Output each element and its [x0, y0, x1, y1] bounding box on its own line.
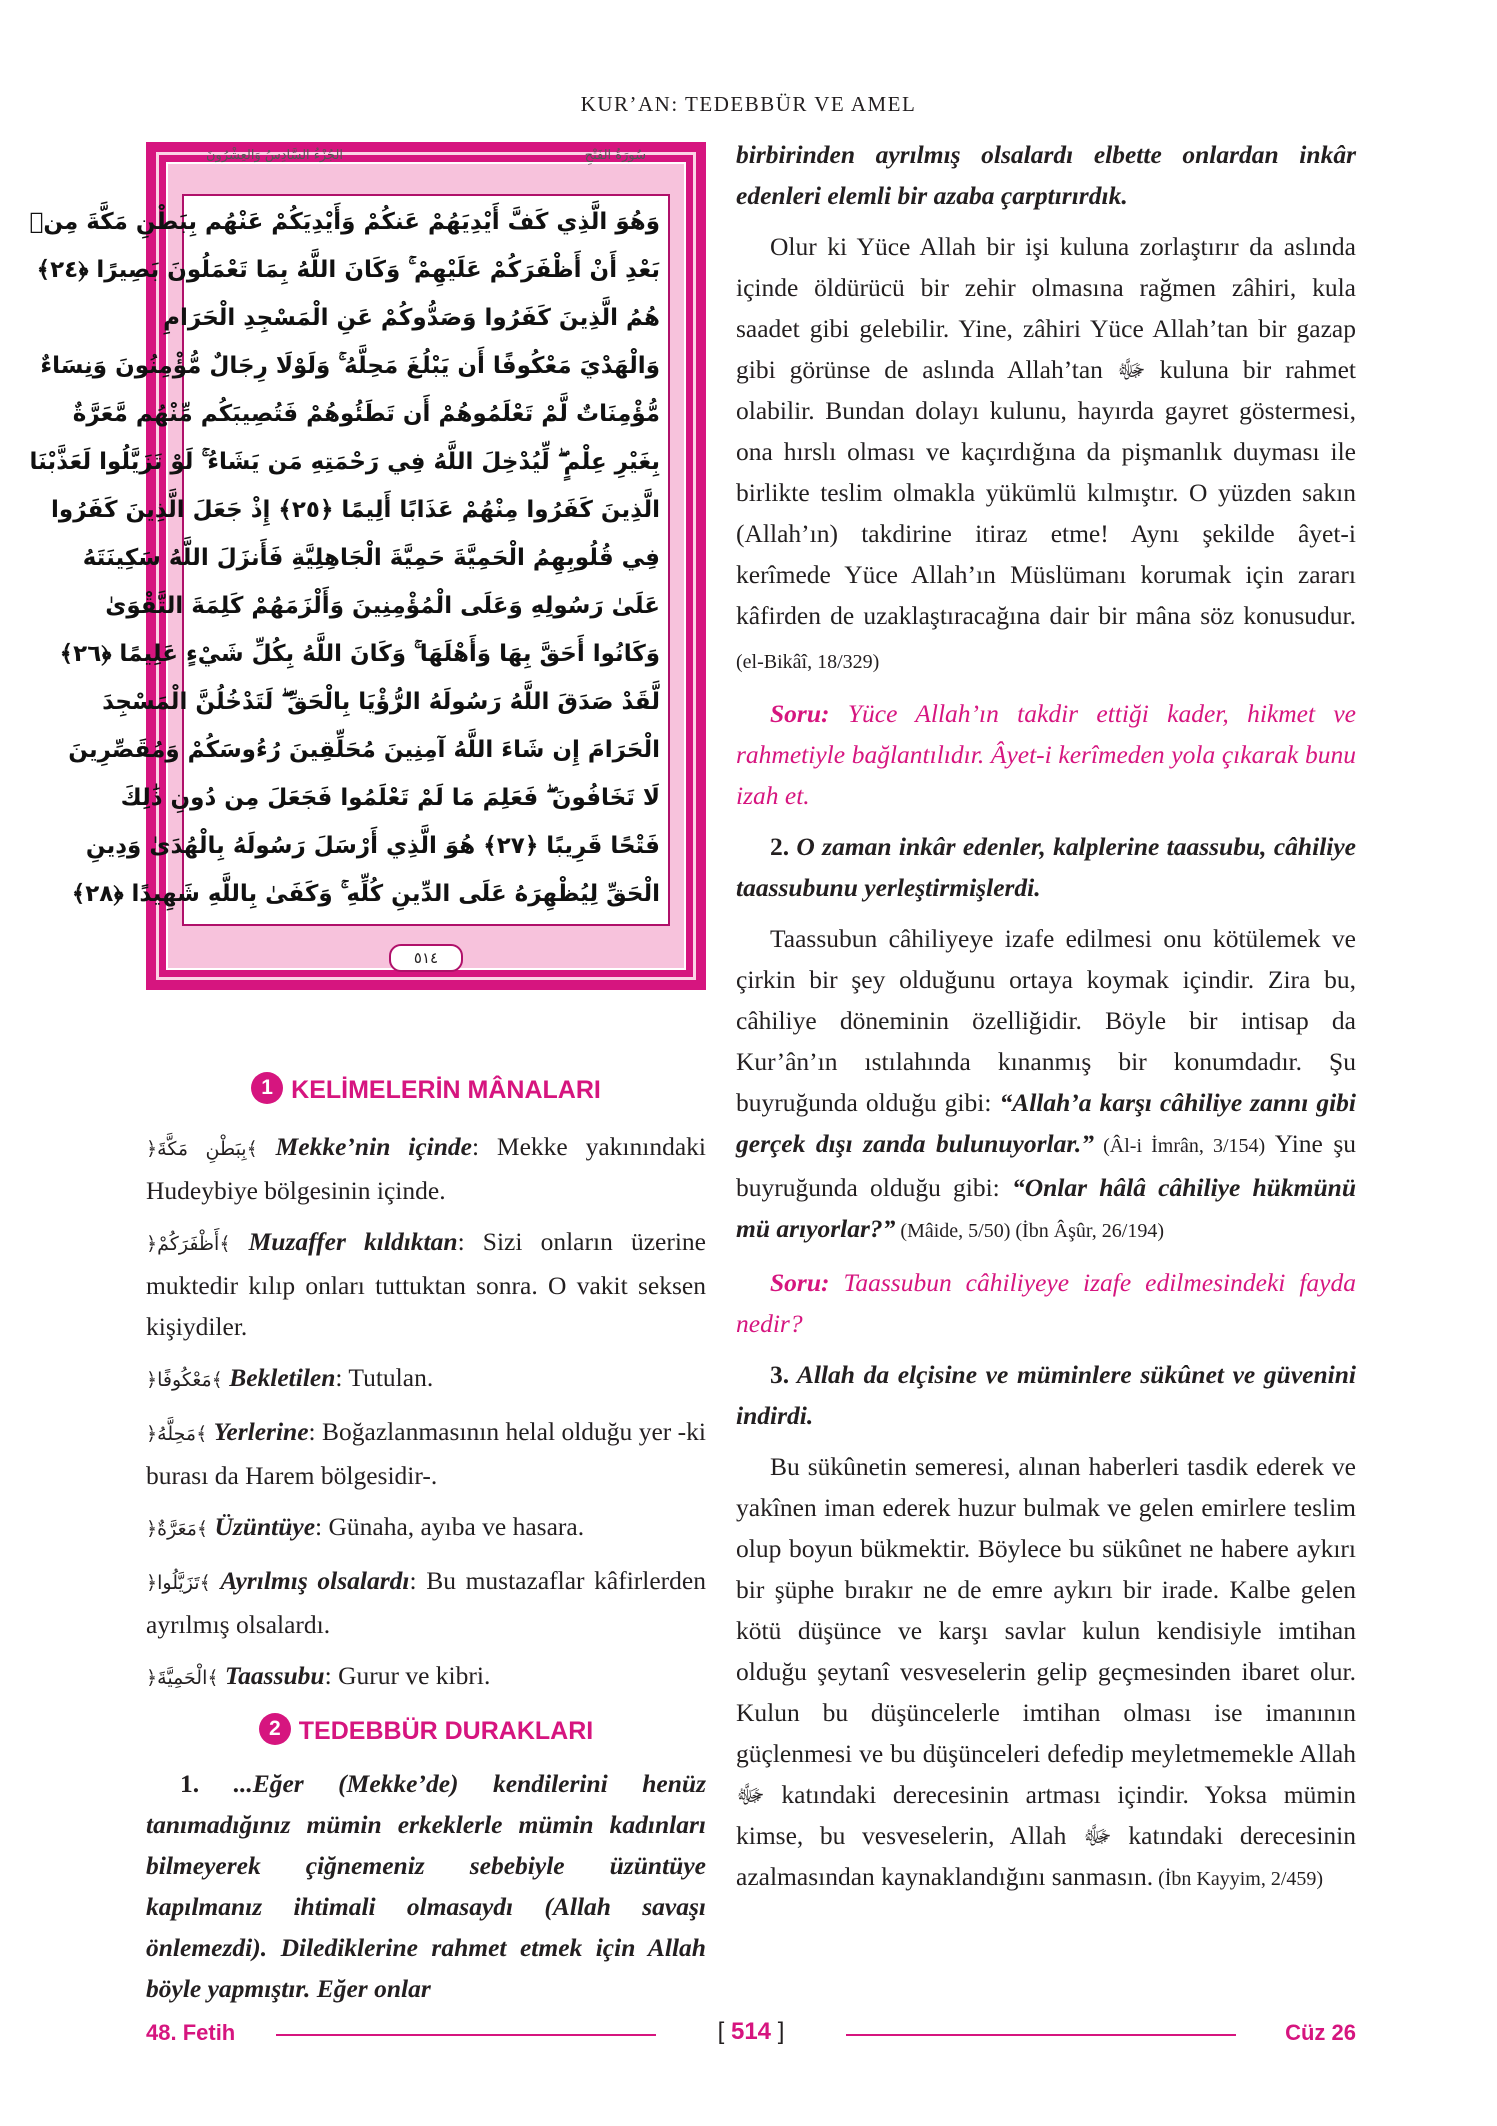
glossary-definition: : Tutulan. — [335, 1363, 434, 1392]
citation: (el-Bikâî, 18/329) — [736, 651, 880, 673]
section-number-badge: 2 — [259, 1713, 291, 1745]
glossary-definition: : Bu mustazaflar kâfirlerden ayrılmış olsalardı. — [146, 1566, 706, 1639]
verse-text: O zaman inkâr edenler, kalplerine taassubu, câhiliye taassubunu yerleştirmişlerdi. — [736, 832, 1356, 902]
right-column — [736, 134, 1356, 1900]
footer-rule-left — [276, 2034, 656, 2036]
glossary-arabic: ﴿مَعَرَّةٌ﴾ — [146, 1518, 209, 1540]
glossary-arabic: ﴿مَعْكُوفًا﴾ — [146, 1369, 223, 1391]
verse-text: ...Eğer (Mekke’de) kendilerini henüz tanımadığınız mümin erkeklerle mümin kadınları bilmeyerek çiğnemeniz sebebiyle üzüntüye kapılmanız ihtimali olmasaydı (Allah savaşı önlemezdi). Dilediklerine rahmet etmek için Allah böyle yapmıştır. Eğer onlar — [146, 1769, 706, 2003]
section-title: KELİMELERİN MÂNALARI — [291, 1076, 601, 1104]
mushaf-line: الْحَقِّ لِيُظْهِرَهُ عَلَى الدِّينِ كُلِّهِ ۚ وَكَفَىٰ بِاللَّهِ شَهِيدًا ﴿٢٨﴾ — [71, 881, 660, 907]
citation: (Âl-i İmrân, 3/154) — [1094, 1135, 1266, 1157]
mushaf-line: مُّؤْمِنَاتٌ لَّمْ تَعْلَمُوهُمْ أَن تَطَئُوهُمْ فَتُصِيبَكُم مِّنْهُم مَّعَرَّةٌ — [72, 401, 660, 427]
glossary-entry — [146, 1655, 706, 1699]
question-block — [736, 693, 1356, 816]
mushaf-line: هُمُ الَّذِينَ كَفَرُوا وَصَدُّوكُمْ عَنِ الْمَسْجِدِ الْحَرَامِ — [163, 305, 660, 331]
mushaf-line: عَلَىٰ رَسُولِهِ وَعَلَى الْمُؤْمِنِينَ وَأَلْزَمَهُمْ كَلِمَةَ التَّقْوَىٰ — [105, 593, 660, 619]
verse-highlight — [146, 1763, 706, 2009]
glossary-arabic: ﴿أَظْفَرَكُمْ﴾ — [146, 1233, 231, 1255]
commentary-paragraph — [736, 1446, 1356, 1900]
question-block — [736, 1262, 1356, 1344]
glossary-term: Ayrılmış olsalardı — [220, 1566, 410, 1595]
left-column — [146, 1068, 706, 2009]
mushaf-line: وَهُوَ الَّذِي كَفَّ أَيْدِيَهُمْ عَنكُمْ وَأَيْدِيَكُمْ عَنْهُم بِبَطْنِ مَكَّةَ مِنۢ — [29, 209, 660, 235]
verse-text: birbirinden ayrılmış olsalardı elbette onlardan inkâr edenleri elemli bir azaba çarptırırdık. — [736, 140, 1356, 210]
footer-juz: Cüz 26 — [1285, 2020, 1356, 2045]
glossary-arabic: ﴿الْحَمِيَّةَ﴾ — [146, 1667, 219, 1689]
mushaf-line: الْحَرَامَ إِن شَاءَ اللَّهُ آمِنِينَ مُحَلِّقِينَ رُءُوسَكُمْ وَمُقَصِّرِينَ — [68, 737, 660, 763]
footer-rule-right — [846, 2034, 1236, 2036]
glossary-term: Muzaffer kıldıktan — [248, 1227, 458, 1256]
mushaf-line: بِغَيْرِ عِلْمٍ ۖ لِّيُدْخِلَ اللَّهُ فِي رَحْمَتِهِ مَن يَشَاءُ ۚ لَوْ تَزَيَّلُوا لَعَذَّبْنَا — [29, 449, 660, 475]
commentary-text: Taassubun câhiliyeye izafe edilmesi onu kötülemek ve çirkin bir şey olduğunu ortaya koymak içindir. Zira bu, câhiliye döneminin özelliğidir. Böyle bir intisap da Kur’ân’ın ıstılahında kınanmış bir konumdadır. Şu buyruğunda olduğu gibi: — [736, 924, 1356, 1117]
mushaf-line: وَالْهَدْيَ مَعْكُوفًا أَن يَبْلُغَ مَحِلَّهُ ۚ وَلَوْلَا رِجَالٌ مُّؤْمِنُونَ وَنِسَاءٌ — [40, 353, 660, 379]
mushaf-line: الَّذِينَ كَفَرُوا مِنْهُمْ عَذَابًا أَلِيمًا ﴿٢٥﴾ إِذْ جَعَلَ الَّذِينَ كَفَرُوا — [51, 497, 660, 523]
commentary-paragraph — [736, 226, 1356, 683]
verse-continuation — [736, 134, 1356, 216]
page-footer — [146, 2018, 1356, 2048]
glossary-definition: : Günaha, ayıba ve hasara. — [315, 1512, 585, 1541]
glossary-arabic: ﴿مَحِلَّهُ﴾ — [146, 1423, 208, 1445]
glossary-entry — [146, 1221, 706, 1347]
commentary-text: Olur ki Yüce Allah bir işi kuluna zorlaştırır da aslında içinde öldürücü bir zehir olmasına rağmen zâhiri, kula saadet gibi gelebilir. Yine, zâhiri Yüce Allah’tan bir gazap gibi görünse de aslında Allah’tan ﷻ kuluna bir rahmet olabilir. Bundan dolayı kulunu, hayırda gayret göstermesi, ona hırslı olması ve kaçırdığına da pişmanlık duyması ile birlikte teslim olmakla yükümlü kılmıştır. O yüzden sakın (Allah’ın) takdirine itiraz etme! Aynı şekilde âyet-i kerîmede Yüce Allah’ın Müslümanı korumak için zararı kâfirden de uzaklaştıracağına dair bir mâna söz konusudur. — [736, 232, 1356, 630]
commentary-text: Yine şu buyruğunda olduğu gibi: — [736, 1129, 1357, 1202]
question-text: Yüce Allah’ın takdir ettiği kader, hikmet ve rahmetiyle bağlantılıdır. Âyet-i kerîmeden yola çıkarak bunu izah et. — [736, 699, 1356, 810]
section-number-badge: 1 — [251, 1072, 283, 1104]
glossary-definition: : Boğazlanmasının helal olduğu yer -ki burası da Harem bölgesidir-. — [146, 1417, 707, 1490]
citation: (Mâide, 5/50) (İbn Âşûr, 26/194) — [895, 1220, 1164, 1242]
commentary-paragraph — [736, 918, 1356, 1252]
verse-text: Allah da elçisine ve müminlere sükûnet ve güvenini indirdi. — [736, 1360, 1356, 1430]
glossary-entry — [146, 1506, 706, 1550]
mushaf-page-image — [29, 142, 706, 990]
verse-number: 1. — [180, 1769, 200, 1798]
question-label: Soru: — [770, 699, 830, 728]
glossary-entry — [146, 1357, 706, 1401]
verse-highlight — [736, 1354, 1356, 1436]
section-heading-duraklar — [146, 1709, 706, 1753]
citation: (İbn Kayyim, 2/459) — [1153, 1868, 1324, 1890]
footer-page-number: [ 514 ] — [717, 2018, 785, 2045]
section-title: TEDEBBÜR DURAKLARI — [298, 1717, 594, 1745]
glossary-arabic: ﴿بِبَطْنِ مَكَّةَ﴾ — [146, 1138, 258, 1160]
glossary-entry — [146, 1411, 706, 1496]
glossary-term: Üzüntüye — [214, 1512, 316, 1541]
verse-number: 3. — [770, 1360, 790, 1389]
glossary-definition: : Sizi onların üzerine muktedir kılıp onları tuttuktan sonra. O vakit seksen kişiydiler. — [146, 1227, 706, 1341]
question-label: Soru: — [770, 1268, 830, 1297]
running-header: KUR’AN: TEDEBBÜR VE AMEL — [580, 92, 917, 116]
verse-highlight — [736, 826, 1356, 908]
glossary-entry — [146, 1560, 706, 1645]
glossary-entry — [146, 1126, 706, 1211]
mushaf-text-area — [29, 194, 670, 926]
glossary-term: Taassubu — [224, 1661, 325, 1690]
quoted-verse: “Allah’a karşı câhiliye zannı gibi gerçek dışı zanda bulunuyorlar.” — [736, 1088, 1356, 1158]
question-text: Taassubun câhiliyeye izafe edilmesindeki fayda nedir? — [736, 1268, 1356, 1338]
mushaf-line: فِي قُلُوبِهِمُ الْحَمِيَّةَ حَمِيَّةَ الْجَاهِلِيَّةِ فَأَنزَلَ اللَّهُ سَكِينَتَهُ — [82, 545, 660, 571]
mushaf-line: لَّقَدْ صَدَقَ اللَّهُ رَسُولَهُ الرُّؤْيَا بِالْحَقِّ ۖ لَتَدْخُلُنَّ الْمَسْجِدَ — [102, 689, 660, 715]
mushaf-juz-label: الجُزْءُ السَّادِسُ وَالعِشْرُونَ — [206, 148, 344, 163]
mushaf-surah-label: سُورَةُ الفَتْحِ — [584, 148, 646, 163]
glossary-arabic: ﴿تَزَيَّلُوا﴾ — [146, 1572, 211, 1594]
footer-surah: 48. Fetih — [146, 2020, 236, 2045]
mushaf-page-number: ٥١٤ — [389, 944, 463, 972]
glossary-term: Yerlerine — [213, 1417, 309, 1446]
glossary-term: Mekke’nin içinde — [275, 1132, 472, 1161]
glossary-definition: : Mekke yakınındaki Hudeybiye bölgesinin içinde. — [146, 1132, 707, 1205]
quoted-verse: “Onlar hâlâ câhiliye hükmünü mü arıyorlar?” — [736, 1173, 1356, 1243]
verse-number: 2. — [770, 832, 790, 861]
mushaf-line: بَعْدِ أَنْ أَظْفَرَكُمْ عَلَيْهِمْ ۚ وَكَانَ اللَّهُ بِمَا تَعْمَلُونَ بَصِيرًا ﴿٢٤﴾ — [36, 257, 660, 283]
mushaf-line: وَكَانُوا أَحَقَّ بِهَا وَأَهْلَهَا ۚ وَكَانَ اللَّهُ بِكُلِّ شَيْءٍ عَلِيمًا ﴿٢٦﴾ — [59, 641, 660, 667]
glossary-definition: : Gurur ve kibri. — [324, 1661, 491, 1690]
mushaf-line: فَتْحًا قَرِيبًا ﴿٢٧﴾ هُوَ الَّذِي أَرْسَلَ رَسُولَهُ بِالْهُدَىٰ وَدِينِ — [85, 833, 660, 859]
mushaf-line: لَا تَخَافُونَ ۖ فَعَلِمَ مَا لَمْ تَعْلَمُوا فَجَعَلَ مِن دُونِ ذَٰلِكَ — [120, 785, 660, 811]
section-heading-kelimeler — [146, 1068, 706, 1112]
glossary-term: Bekletilen — [229, 1363, 336, 1392]
commentary-text: Bu sükûnetin semeresi, alınan haberleri tasdik ederek ve yakînen iman ederek huzur bulmak ve gelen emirlere teslim olup boyun bükmektir. Böylece bu sükûnet ne habere aykırı bir şüphe bırakır ne de emre aykırı bir irade. Kalbe gelen kötü düşünce ve karşı savlar kulun kendisiyle imtihan olduğu şeytanî vesveselerin gelip geçmesinden ibaret olur. Kulun bu düşüncelerle imtihan olması ise imanının güçlenmesi ve bu düşünceleri defedip meyletmemekle Allah ﷻ katındaki derecesinin artması içindir. Yoksa mümin kimse, bu vesveselerin, Allah ﷻ katındaki derecesinin azalmasından kaynaklandığını sanmasın. — [736, 1452, 1356, 1891]
